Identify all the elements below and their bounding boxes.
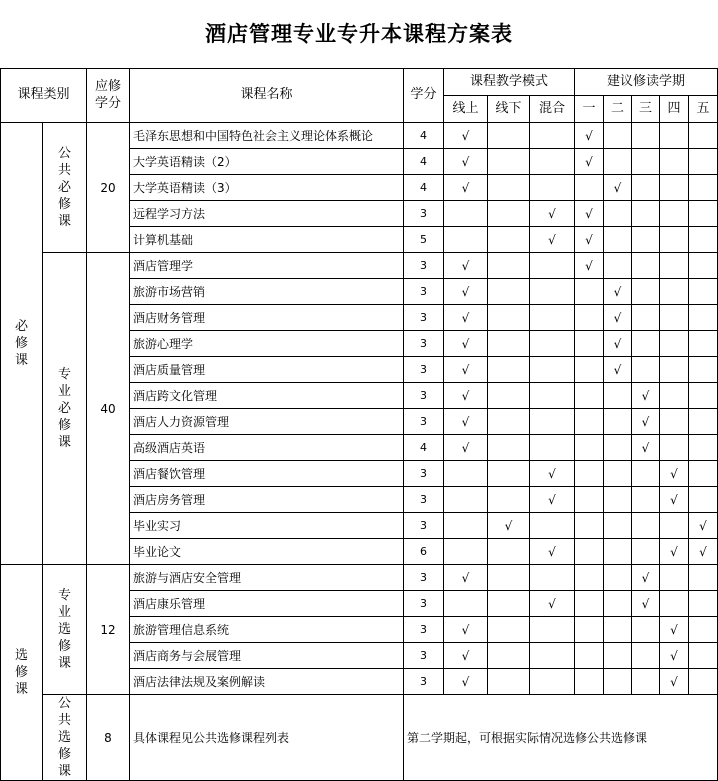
- semester-3-cell: [632, 201, 660, 227]
- mode-blended-cell: [530, 643, 575, 669]
- semester-4-cell: [660, 175, 689, 201]
- subcategory-cell: [43, 253, 87, 565]
- semester-1-cell: [575, 513, 604, 539]
- semester-1-cell: [575, 669, 604, 695]
- semester-1-cell: [575, 331, 604, 357]
- subcategory-cell: [43, 695, 87, 781]
- mode-blended-cell: [530, 253, 575, 279]
- mode-offline-cell: [488, 123, 530, 149]
- mode-offline-cell: [488, 175, 530, 201]
- course-name-cell: 酒店人力资源管理: [130, 409, 404, 435]
- subcategory-label: 专业选修课: [57, 588, 71, 671]
- category-label: 选修课: [14, 648, 28, 697]
- mode-offline-cell: [488, 461, 530, 487]
- semester-3-cell: [632, 253, 660, 279]
- semester-3-cell: √: [632, 409, 660, 435]
- course-name-cell: 旅游管理信息系统: [130, 617, 404, 643]
- header-semester-1: 一: [575, 96, 604, 123]
- semester-5-cell: √: [689, 513, 718, 539]
- credit-cell: 3: [404, 617, 444, 643]
- semester-1-cell: [575, 591, 604, 617]
- course-plan-table: [0, 68, 718, 781]
- mode-online-cell: √: [444, 305, 488, 331]
- mode-online-cell: √: [444, 175, 488, 201]
- semester-5-cell: [689, 305, 718, 331]
- semester-3-cell: [632, 539, 660, 565]
- semester-2-cell: [604, 123, 632, 149]
- semester-2-cell: [604, 513, 632, 539]
- header-semester-5: 五: [689, 96, 718, 123]
- mode-offline-cell: [488, 279, 530, 305]
- mode-online-cell: √: [444, 565, 488, 591]
- semester-2-cell: √: [604, 357, 632, 383]
- mode-online-cell: √: [444, 123, 488, 149]
- semester-3-cell: [632, 149, 660, 175]
- mode-offline-cell: [488, 201, 530, 227]
- mode-blended-cell: [530, 669, 575, 695]
- semester-3-cell: [632, 279, 660, 305]
- mode-blended-cell: √: [530, 591, 575, 617]
- mode-online-cell: √: [444, 669, 488, 695]
- semester-5-cell: [689, 123, 718, 149]
- semester-2-cell: [604, 253, 632, 279]
- mode-online-cell: √: [444, 279, 488, 305]
- semester-5-cell: √: [689, 539, 718, 565]
- semester-1-cell: [575, 383, 604, 409]
- subcategory-label: 公共选修课: [57, 696, 71, 779]
- semester-2-cell: [604, 227, 632, 253]
- semester-3-cell: [632, 227, 660, 253]
- credit-cell: 3: [404, 253, 444, 279]
- mode-blended-cell: [530, 617, 575, 643]
- credit-cell: 3: [404, 669, 444, 695]
- credit-cell: 3: [404, 487, 444, 513]
- course-name-cell: 酒店财务管理: [130, 305, 404, 331]
- course-name-cell: 毛泽东思想和中国特色社会主义理论体系概论: [130, 123, 404, 149]
- semester-2-cell: [604, 643, 632, 669]
- course-name-cell: 远程学习方法: [130, 201, 404, 227]
- semester-1-cell: √: [575, 253, 604, 279]
- semester-2-cell: [604, 149, 632, 175]
- mode-offline-cell: [488, 617, 530, 643]
- credit-cell: 3: [404, 383, 444, 409]
- semester-1-cell: [575, 461, 604, 487]
- mode-online-cell: √: [444, 435, 488, 461]
- semester-2-cell: √: [604, 175, 632, 201]
- semester-5-cell: [689, 461, 718, 487]
- course-name-cell: 高级酒店英语: [130, 435, 404, 461]
- course-name-cell: 酒店餐饮管理: [130, 461, 404, 487]
- mode-blended-cell: √: [530, 201, 575, 227]
- subcategory-label: 公共必修课: [57, 146, 71, 229]
- category-label: 必修课: [14, 319, 28, 368]
- semester-4-cell: √: [660, 539, 689, 565]
- semester-2-cell: [604, 539, 632, 565]
- mode-online-cell: √: [444, 253, 488, 279]
- mode-offline-cell: [488, 409, 530, 435]
- semester-1-cell: [575, 643, 604, 669]
- course-name-cell: 大学英语精读（2）: [130, 149, 404, 175]
- page-title: 酒店管理专业专升本课程方案表: [205, 22, 513, 46]
- semester-4-cell: [660, 123, 689, 149]
- semester-4-cell: √: [660, 617, 689, 643]
- course-name-cell: 旅游市场营销: [130, 279, 404, 305]
- semester-4-cell: [660, 357, 689, 383]
- note-detail-cell: 第二学期起，可根据实际情况选修公共选修课: [404, 695, 718, 781]
- header-credit: 学分: [404, 69, 444, 123]
- semester-4-cell: [660, 331, 689, 357]
- mode-online-cell: √: [444, 383, 488, 409]
- mode-offline-cell: [488, 539, 530, 565]
- mode-blended-cell: [530, 513, 575, 539]
- semester-4-cell: √: [660, 643, 689, 669]
- table-row-note: [1, 695, 718, 781]
- mode-online-cell: √: [444, 331, 488, 357]
- mode-online-cell: [444, 539, 488, 565]
- semester-2-cell: √: [604, 305, 632, 331]
- mode-online-cell: [444, 487, 488, 513]
- header-teaching-mode: 课程教学模式: [444, 69, 575, 96]
- credit-cell: 4: [404, 149, 444, 175]
- credit-cell: 3: [404, 201, 444, 227]
- mode-online-cell: [444, 461, 488, 487]
- semester-4-cell: [660, 383, 689, 409]
- credit-cell: 3: [404, 513, 444, 539]
- mode-online-cell: [444, 227, 488, 253]
- semester-4-cell: [660, 201, 689, 227]
- mode-offline-cell: [488, 565, 530, 591]
- mode-offline-cell: [488, 331, 530, 357]
- course-name-cell: 酒店房务管理: [130, 487, 404, 513]
- semester-4-cell: √: [660, 461, 689, 487]
- mode-offline-cell: [488, 383, 530, 409]
- mode-blended-cell: [530, 305, 575, 331]
- header-category: 课程类别: [1, 69, 87, 123]
- semester-2-cell: [604, 487, 632, 513]
- mode-offline-cell: [488, 591, 530, 617]
- semester-2-cell: [604, 201, 632, 227]
- mode-online-cell: √: [444, 617, 488, 643]
- required-credits-cell: 40: [87, 253, 130, 565]
- mode-offline-cell: [488, 357, 530, 383]
- semester-3-cell: [632, 461, 660, 487]
- semester-2-cell: √: [604, 279, 632, 305]
- semester-1-cell: [575, 305, 604, 331]
- subcategory-cell: [43, 565, 87, 695]
- semester-1-cell: [575, 539, 604, 565]
- mode-blended-cell: [530, 123, 575, 149]
- table-row: [1, 123, 718, 149]
- course-name-cell: 旅游心理学: [130, 331, 404, 357]
- semester-4-cell: [660, 409, 689, 435]
- mode-online-cell: [444, 513, 488, 539]
- semester-3-cell: [632, 123, 660, 149]
- semester-2-cell: [604, 669, 632, 695]
- semester-3-cell: [632, 175, 660, 201]
- semester-2-cell: [604, 409, 632, 435]
- credit-cell: 3: [404, 565, 444, 591]
- semester-4-cell: [660, 279, 689, 305]
- semester-3-cell: [632, 513, 660, 539]
- mode-online-cell: [444, 591, 488, 617]
- semester-5-cell: [689, 565, 718, 591]
- mode-blended-cell: [530, 175, 575, 201]
- category-cell: [1, 123, 43, 565]
- mode-blended-cell: [530, 435, 575, 461]
- semester-4-cell: [660, 435, 689, 461]
- credit-cell: 4: [404, 175, 444, 201]
- semester-4-cell: √: [660, 669, 689, 695]
- mode-blended-cell: [530, 357, 575, 383]
- semester-5-cell: [689, 643, 718, 669]
- semester-4-cell: [660, 305, 689, 331]
- semester-3-cell: √: [632, 383, 660, 409]
- semester-4-cell: [660, 565, 689, 591]
- semester-2-cell: [604, 591, 632, 617]
- required-credits-cell: 8: [87, 695, 130, 781]
- mode-blended-cell: [530, 331, 575, 357]
- header-mode-online: 线上: [444, 96, 488, 123]
- credit-cell: 3: [404, 279, 444, 305]
- course-name-cell: 酒店商务与会展管理: [130, 643, 404, 669]
- semester-5-cell: [689, 253, 718, 279]
- credit-cell: 6: [404, 539, 444, 565]
- header-required-credits: 应修学分: [87, 69, 130, 123]
- credit-cell: 3: [404, 643, 444, 669]
- semester-5-cell: [689, 175, 718, 201]
- mode-online-cell: [444, 201, 488, 227]
- semester-5-cell: [689, 383, 718, 409]
- mode-blended-cell: [530, 149, 575, 175]
- semester-2-cell: [604, 383, 632, 409]
- semester-5-cell: [689, 357, 718, 383]
- credit-cell: 5: [404, 227, 444, 253]
- course-name-cell: 毕业实习: [130, 513, 404, 539]
- course-name-cell: 酒店管理学: [130, 253, 404, 279]
- semester-5-cell: [689, 435, 718, 461]
- header-semester-4: 四: [660, 96, 689, 123]
- required-credits-cell: 12: [87, 565, 130, 695]
- course-name-cell: 酒店质量管理: [130, 357, 404, 383]
- semester-4-cell: [660, 253, 689, 279]
- semester-5-cell: [689, 279, 718, 305]
- mode-offline-cell: [488, 487, 530, 513]
- credit-cell: 3: [404, 305, 444, 331]
- mode-offline-cell: √: [488, 513, 530, 539]
- mode-blended-cell: √: [530, 539, 575, 565]
- credit-cell: 3: [404, 591, 444, 617]
- mode-blended-cell: [530, 565, 575, 591]
- mode-offline-cell: [488, 227, 530, 253]
- semester-3-cell: [632, 669, 660, 695]
- semester-5-cell: [689, 669, 718, 695]
- semester-5-cell: [689, 201, 718, 227]
- semester-3-cell: [632, 617, 660, 643]
- table-row: [1, 253, 718, 279]
- semester-1-cell: [575, 279, 604, 305]
- credit-cell: 3: [404, 461, 444, 487]
- header-semester-2: 二: [604, 96, 632, 123]
- semester-2-cell: [604, 435, 632, 461]
- semester-4-cell: [660, 227, 689, 253]
- semester-1-cell: [575, 409, 604, 435]
- semester-1-cell: √: [575, 123, 604, 149]
- course-name-cell: 大学英语精读（3）: [130, 175, 404, 201]
- semester-1-cell: √: [575, 201, 604, 227]
- semester-4-cell: [660, 591, 689, 617]
- note-course-cell: 具体课程见公共选修课程列表: [130, 695, 404, 781]
- semester-2-cell: [604, 565, 632, 591]
- semester-3-cell: [632, 305, 660, 331]
- mode-blended-cell: [530, 409, 575, 435]
- semester-5-cell: [689, 149, 718, 175]
- header-mode-offline: 线下: [488, 96, 530, 123]
- course-name-cell: 酒店跨文化管理: [130, 383, 404, 409]
- course-name-cell: 计算机基础: [130, 227, 404, 253]
- required-credits-cell: 20: [87, 123, 130, 253]
- credit-cell: 3: [404, 357, 444, 383]
- semester-2-cell: √: [604, 331, 632, 357]
- mode-online-cell: √: [444, 643, 488, 669]
- semester-1-cell: [575, 487, 604, 513]
- semester-2-cell: [604, 617, 632, 643]
- semester-3-cell: [632, 357, 660, 383]
- mode-online-cell: √: [444, 357, 488, 383]
- semester-5-cell: [689, 487, 718, 513]
- course-name-cell: 酒店康乐管理: [130, 591, 404, 617]
- header-course-name: 课程名称: [130, 69, 404, 123]
- mode-blended-cell: [530, 383, 575, 409]
- semester-1-cell: [575, 617, 604, 643]
- mode-offline-cell: [488, 435, 530, 461]
- category-cell: [1, 565, 43, 781]
- mode-offline-cell: [488, 149, 530, 175]
- mode-offline-cell: [488, 669, 530, 695]
- semester-3-cell: √: [632, 565, 660, 591]
- subcategory-cell: [43, 123, 87, 253]
- semester-5-cell: [689, 331, 718, 357]
- header-semester-3: 三: [632, 96, 660, 123]
- subcategory-label: 专业必修课: [57, 367, 71, 450]
- mode-blended-cell: √: [530, 227, 575, 253]
- course-name-cell: 酒店法律法规及案例解读: [130, 669, 404, 695]
- semester-3-cell: [632, 331, 660, 357]
- table-row: [1, 565, 718, 591]
- semester-5-cell: [689, 409, 718, 435]
- mode-offline-cell: [488, 305, 530, 331]
- semester-3-cell: [632, 643, 660, 669]
- mode-online-cell: √: [444, 149, 488, 175]
- semester-2-cell: [604, 461, 632, 487]
- semester-1-cell: [575, 357, 604, 383]
- mode-blended-cell: √: [530, 487, 575, 513]
- mode-online-cell: √: [444, 409, 488, 435]
- mode-blended-cell: √: [530, 461, 575, 487]
- semester-1-cell: [575, 175, 604, 201]
- mode-offline-cell: [488, 253, 530, 279]
- header-mode-blended: 混合: [530, 96, 575, 123]
- semester-3-cell: √: [632, 435, 660, 461]
- mode-offline-cell: [488, 643, 530, 669]
- semester-5-cell: [689, 617, 718, 643]
- semester-1-cell: √: [575, 227, 604, 253]
- mode-blended-cell: [530, 279, 575, 305]
- semester-1-cell: [575, 565, 604, 591]
- credit-cell: 4: [404, 435, 444, 461]
- credit-cell: 3: [404, 331, 444, 357]
- semester-4-cell: [660, 513, 689, 539]
- semester-3-cell: [632, 487, 660, 513]
- semester-5-cell: [689, 227, 718, 253]
- semester-3-cell: √: [632, 591, 660, 617]
- semester-5-cell: [689, 591, 718, 617]
- credit-cell: 4: [404, 123, 444, 149]
- header-suggested-semester: 建议修读学期: [575, 69, 718, 96]
- course-name-cell: 毕业论文: [130, 539, 404, 565]
- credit-cell: 3: [404, 409, 444, 435]
- semester-1-cell: √: [575, 149, 604, 175]
- semester-4-cell: √: [660, 487, 689, 513]
- semester-4-cell: [660, 149, 689, 175]
- course-name-cell: 旅游与酒店安全管理: [130, 565, 404, 591]
- semester-1-cell: [575, 435, 604, 461]
